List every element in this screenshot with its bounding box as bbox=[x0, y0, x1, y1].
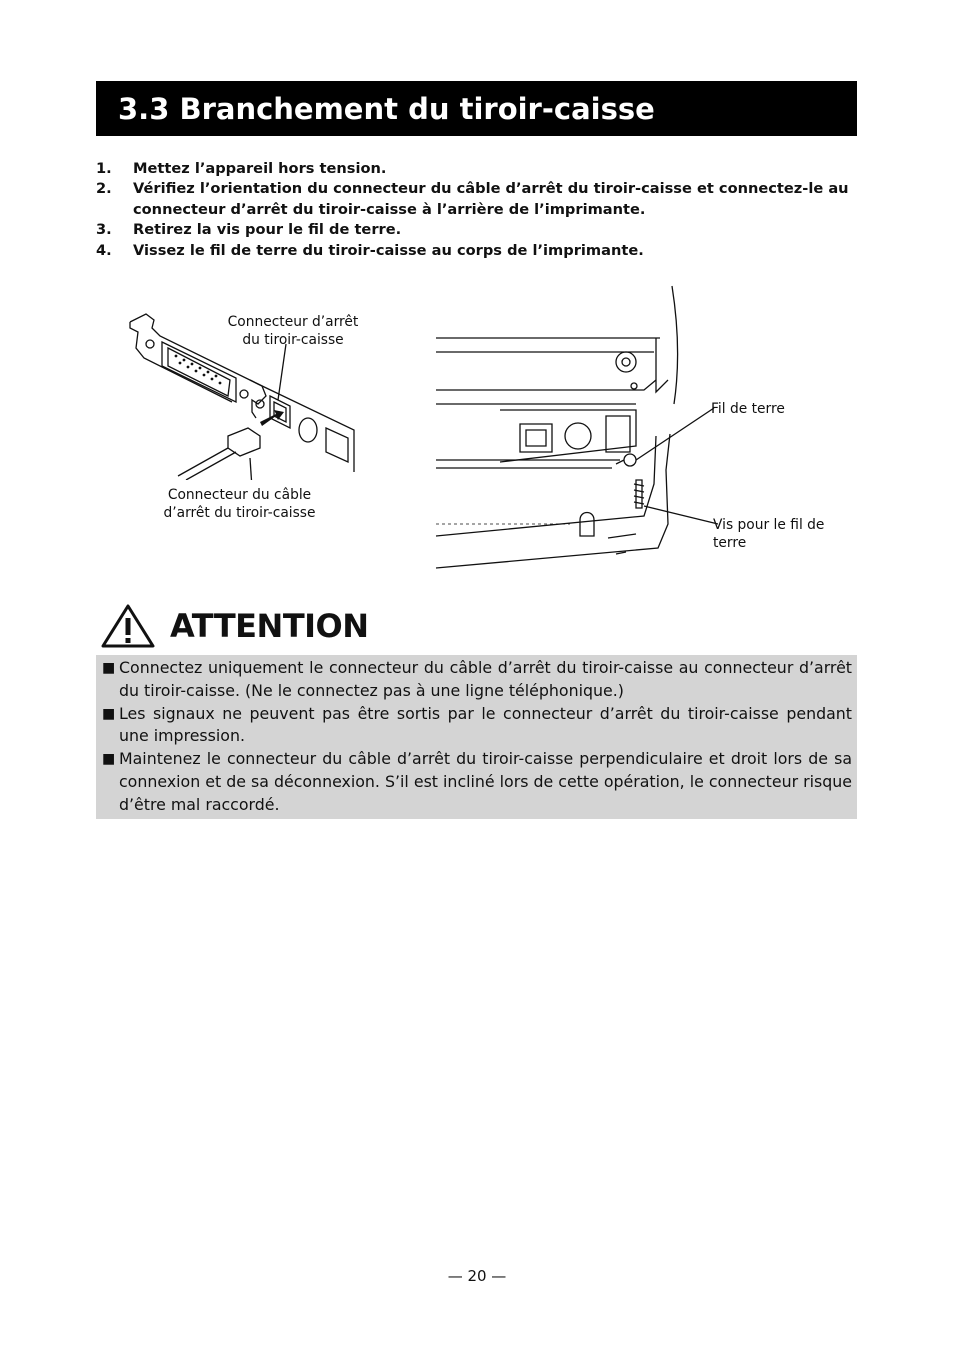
steps-list bbox=[96, 159, 857, 261]
step-number: 2. bbox=[96, 180, 112, 198]
label-drawer-connector bbox=[222, 313, 364, 349]
label-ground-screw bbox=[713, 516, 824, 552]
warning-icon bbox=[100, 603, 156, 649]
printer-rear-illustration bbox=[430, 284, 720, 580]
step-item bbox=[96, 241, 857, 261]
step-number: 3. bbox=[96, 221, 112, 239]
caution-item bbox=[102, 703, 852, 749]
step-number: 1. bbox=[96, 160, 112, 177]
step-item bbox=[96, 179, 857, 220]
label-ground-wire: Fil de terre bbox=[711, 401, 785, 417]
label-cable-connector-line1: Connecteur du câble bbox=[167, 487, 312, 503]
label-ground-screw-line2: terre bbox=[713, 535, 747, 551]
caution-box bbox=[96, 655, 857, 819]
caution-item bbox=[102, 657, 852, 703]
caution-item bbox=[102, 748, 852, 816]
section-title: 3.3 Branchement du tiroir-caisse bbox=[96, 81, 857, 136]
step-number: 4. bbox=[96, 241, 112, 259]
page-number: — 20 — bbox=[447, 1267, 507, 1285]
attention-header bbox=[100, 600, 369, 652]
step-text: Mettez l’appareil hors tension. bbox=[133, 160, 387, 177]
label-ground-screw-line1: Vis pour le fil de bbox=[713, 517, 825, 533]
bullet-square-icon: ■ bbox=[102, 705, 116, 722]
step-text: Vissez le fil de terre du tiroir-caisse au corps de l’imprimante. bbox=[133, 241, 644, 259]
bullet-square-icon: ■ bbox=[102, 751, 116, 768]
label-cable-connector bbox=[152, 486, 327, 522]
step-text: Retirez la vis pour le fil de terre. bbox=[133, 221, 402, 239]
bullet-square-icon: ■ bbox=[102, 660, 116, 676]
caution-text: Maintenez le connecteur du câble d’arrêt du tiroir-caisse perpendiculaire et droit lors de sa connexion et de sa déconnexion. S’il est incliné lors de cette opération, le connecteur risque d’être mal raccordé. bbox=[119, 749, 852, 814]
caution-text: Les signaux ne peuvent pas être sortis par le connecteur d’arrêt du tiroir-caisse pendant une impression. bbox=[119, 703, 852, 746]
caution-text: Connectez uniquement le connecteur du câble d’arrêt du tiroir-caisse au connecteur d’arrêt du tiroir-caisse. (Ne le connectez pas à une ligne téléphonique.) bbox=[119, 658, 852, 700]
step-item bbox=[96, 159, 857, 179]
label-drawer-connector-line2: du tiroir-caisse bbox=[242, 332, 344, 348]
label-drawer-connector-line1: Connecteur d’arrêt bbox=[227, 314, 359, 330]
label-cable-connector-line2: d’arrêt du tiroir-caisse bbox=[163, 505, 316, 521]
attention-title: ATTENTION bbox=[170, 607, 369, 645]
step-item bbox=[96, 220, 857, 240]
step-text: Vérifiez l’orientation du connecteur du câble d’arrêt du tiroir-caisse et connectez-le au connecteur d’arrêt du tiroir-caisse à l’arrière de l’imprimante. bbox=[133, 180, 849, 218]
